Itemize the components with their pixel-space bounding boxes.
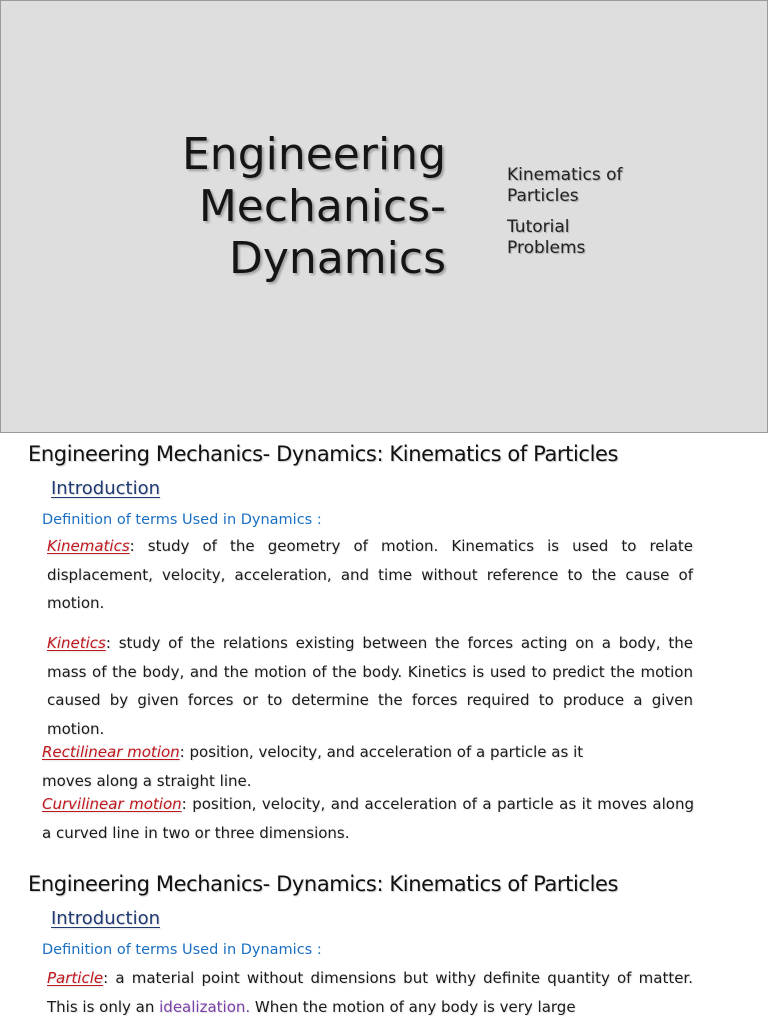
subtitle-line: Tutorial <box>507 217 570 237</box>
slide-heading: Engineering Mechanics- Dynamics: Kinematics of Particles <box>28 442 619 466</box>
main-title-line: Mechanics- <box>198 181 446 232</box>
section-title: Introduction <box>51 908 161 929</box>
subtitle-type <box>507 217 622 259</box>
kinetics-paragraph <box>47 629 693 743</box>
slide-heading: Engineering Mechanics- Dynamics: Kinematics of Particles <box>28 872 619 896</box>
term-separator: : <box>181 795 187 813</box>
term-separator: : <box>105 634 111 652</box>
main-title-line: Dynamics <box>229 233 446 284</box>
term-rectilinear-motion: Rectilinear motion <box>42 743 180 761</box>
definition-text: When the motion of any body is very large <box>250 997 576 1016</box>
subtitle-topic <box>507 165 622 207</box>
content-slide-2 <box>0 866 768 1024</box>
subtitle-line: Problems <box>507 238 586 258</box>
definition-line: Definition of terms Used in Dynamics : <box>42 512 322 528</box>
content-slide-1 <box>0 436 768 866</box>
definition-line: Definition of terms Used in Dynamics : <box>42 942 322 958</box>
term-kinematics: Kinematics <box>47 537 130 555</box>
main-title-line: Engineering <box>182 129 446 180</box>
definition-text: study of the geometry of motion. Kinematics is used to relate displacement, velocity, acceleration, and time without reference to the cause of motion. <box>47 537 693 612</box>
rectilinear-paragraph <box>42 738 694 795</box>
term-kinetics: Kinetics <box>47 634 106 652</box>
term-curvilinear-motion: Curvilinear motion <box>42 795 182 813</box>
term-separator: : <box>179 743 185 761</box>
highlight-idealization: idealization. <box>159 997 251 1016</box>
rectilinear-line-1 <box>42 738 694 767</box>
section-title: Introduction <box>51 478 161 499</box>
kinematics-paragraph <box>47 532 693 618</box>
definition-text: position, velocity, and acceleration of a particle as it <box>184 743 584 761</box>
rectilinear-line-2: moves along a straight line. <box>42 771 252 790</box>
term-separator: : <box>129 537 135 555</box>
term-particle: Particle <box>47 969 104 987</box>
curvilinear-paragraph <box>42 790 694 847</box>
definition-text: position, velocity, and acceleration of a particle as it moves along a curved line in two or three dimensions. <box>42 795 694 842</box>
definition-text: study of the relations existing between the forces acting on a body, the mass of the body, and the motion of the body. Kinetics is used to predict the motion caused by given forces or to determine the forces required to produce a given motion. <box>47 634 693 738</box>
term-separator: : <box>103 969 109 987</box>
title-slide <box>0 0 768 433</box>
subtitle <box>507 165 622 269</box>
particle-paragraph <box>47 964 693 1021</box>
main-title <box>111 129 446 285</box>
subtitle-line: Kinematics of <box>507 165 623 185</box>
definition-text: a material point without dimensions but withy definite quantity of matter. This is only an <box>47 969 693 1016</box>
subtitle-line: Particles <box>507 186 579 206</box>
